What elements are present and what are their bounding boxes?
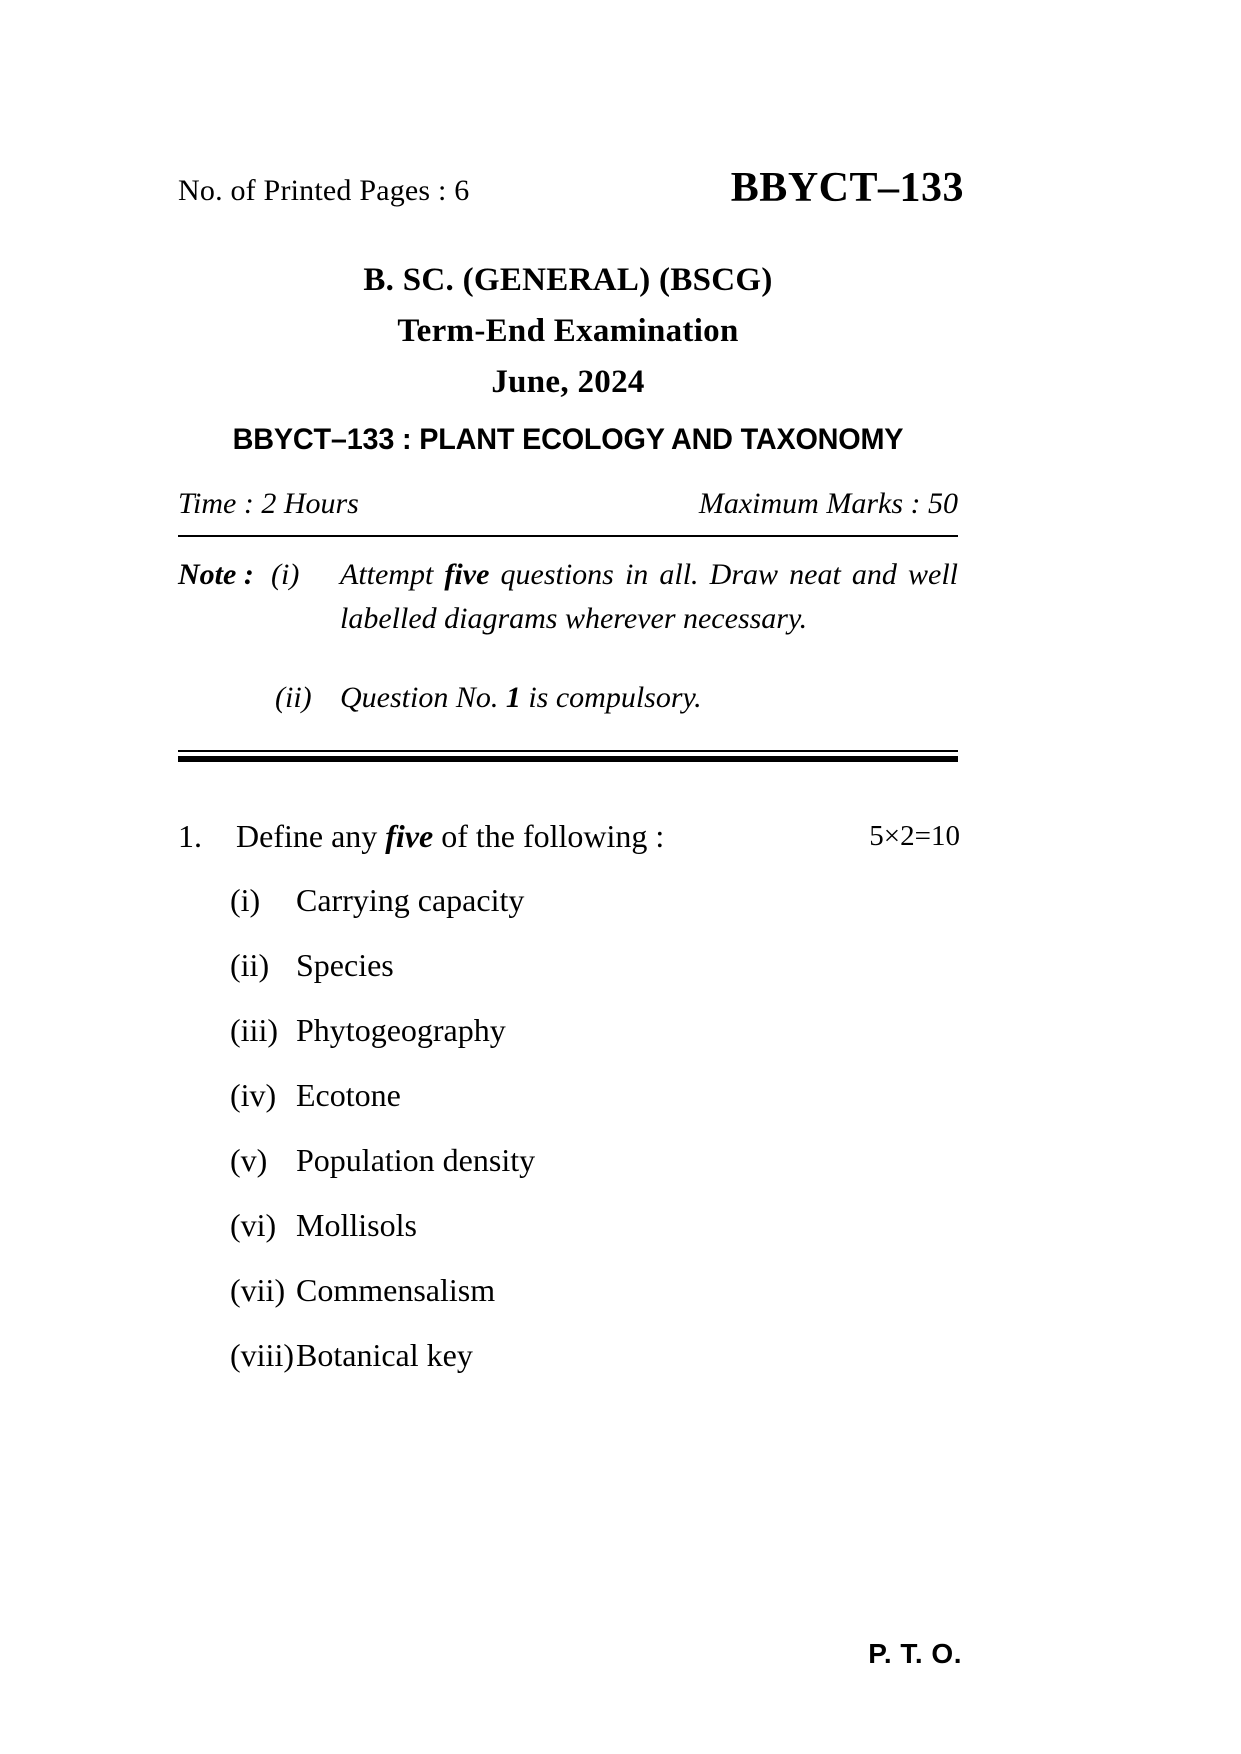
- note-item-i: [178, 553, 958, 640]
- sub-item-vi-label: Mollisols: [296, 1206, 417, 1243]
- sub-item-v-label: Population density: [296, 1141, 536, 1178]
- page-footer: [178, 1630, 962, 1670]
- sub-item-iv: [178, 1077, 958, 1142]
- question-1-number: 1.: [178, 817, 202, 854]
- sub-item-vi: [178, 1207, 958, 1272]
- sub-item-v: [178, 1142, 958, 1207]
- sub-item-iii-marker: (iii): [230, 1011, 278, 1048]
- sub-item-iv-marker: (iv): [230, 1076, 277, 1113]
- note-text-ii-part2: is compulsory.: [520, 681, 702, 714]
- page-header: [178, 165, 964, 224]
- sub-item-ii-marker: (ii): [230, 946, 270, 983]
- note-marker-ii: (ii): [275, 681, 312, 714]
- sub-item-v-marker: (v): [230, 1141, 268, 1178]
- page-content: [178, 0, 964, 1402]
- time-allowed: Time : 2 Hours: [178, 487, 359, 520]
- note-text-ii: [340, 676, 958, 720]
- note-label: Note :: [178, 558, 254, 591]
- sub-item-iii: [178, 1012, 958, 1077]
- question-1-stem-part2: of the following :: [433, 817, 665, 854]
- pto-label: P. T. O.: [868, 1638, 962, 1669]
- course-code: BBYCT–133: [730, 165, 964, 211]
- note-text-i-emphasis: five: [444, 558, 490, 591]
- question-1-marks: 5×2=10: [869, 819, 960, 852]
- sub-item-ii: [178, 947, 958, 1012]
- question-1: [178, 818, 958, 860]
- sub-item-i-marker: (i): [230, 881, 261, 918]
- divider-thick-line: [178, 756, 958, 762]
- question-1-stem: [236, 818, 664, 855]
- note-text-i: [340, 553, 958, 640]
- time-and-marks-row: [178, 487, 958, 527]
- programme-title: B. SC. (GENERAL) (BSCG): [363, 262, 773, 298]
- question-1-sub-list: [178, 882, 958, 1402]
- maximum-marks: Maximum Marks : 50: [698, 487, 958, 520]
- sub-item-viii: [178, 1337, 958, 1402]
- header-divider: [178, 535, 958, 537]
- note-text-i-part1: Attempt: [340, 558, 445, 591]
- question-1-stem-part1: Define any: [236, 817, 386, 854]
- sub-item-vii: [178, 1272, 958, 1337]
- note-text-ii-part1: Question No.: [340, 681, 506, 714]
- printed-pages-label: No. of Printed Pages : 6: [178, 174, 470, 207]
- sub-item-viii-marker: (viii): [230, 1336, 294, 1373]
- sub-item-iv-label: Ecotone: [296, 1076, 401, 1113]
- sub-item-vi-marker: (vi): [230, 1206, 277, 1243]
- sub-item-ii-label: Species: [296, 946, 394, 983]
- sub-item-i-label: Carrying capacity: [296, 881, 525, 918]
- note-marker-i: (i): [271, 558, 300, 591]
- section-divider: [178, 750, 958, 762]
- examination-title: Term-End Examination: [397, 313, 739, 349]
- question-1-stem-emphasis: five: [385, 817, 434, 854]
- note-text-i-part2: questions in all. Draw neat and well labelled diagrams wherever necessary.: [340, 558, 958, 635]
- sub-item-viii-label: Botanical key: [296, 1336, 473, 1373]
- note-text-ii-emphasis: 1: [505, 681, 521, 714]
- session-title: June, 2024: [491, 364, 645, 400]
- note-item-ii: [178, 676, 958, 720]
- sub-item-i: [178, 882, 958, 947]
- sub-item-iii-label: Phytogeography: [296, 1011, 506, 1048]
- sub-item-vii-marker: (vii): [230, 1271, 286, 1308]
- subject-title: BBYCT–133 : PLANT ECOLOGY AND TAXONOMY: [232, 423, 904, 456]
- sub-item-vii-label: Commensalism: [296, 1271, 496, 1308]
- note-block: [178, 553, 958, 720]
